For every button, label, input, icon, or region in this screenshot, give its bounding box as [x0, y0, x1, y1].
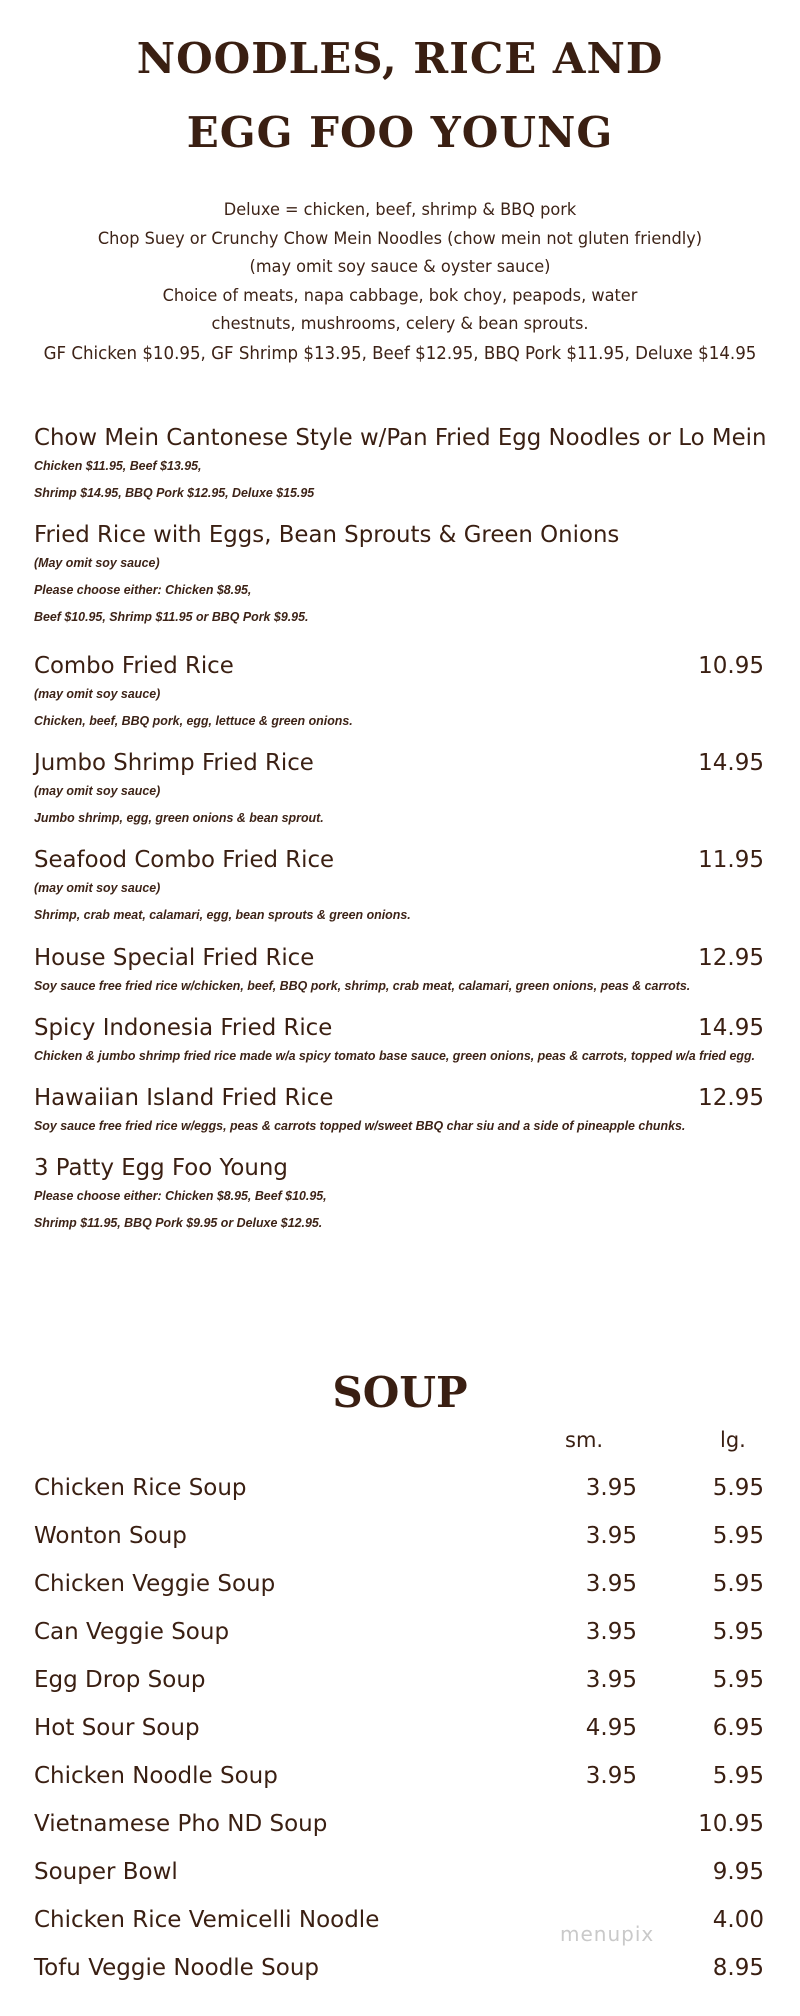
soup-row	[34, 1907, 774, 1947]
soup-col-large-header: lg.	[720, 1428, 746, 1452]
soup-price-large: 5.95	[712, 1667, 764, 1693]
menu-item	[34, 1153, 774, 1237]
watermark: menupix	[560, 1922, 655, 1946]
menu-item	[34, 1013, 774, 1070]
item-name: Fried Rice with Eggs, Bean Sprouts & Green Onions	[34, 522, 620, 548]
soup-price-small: 3.95	[585, 1475, 637, 1501]
item-name: Hawaiian Island Fried Rice	[34, 1085, 334, 1111]
item-name: Chow Mein Cantonese Style w/Pan Fried Egg Noodles or Lo Mein	[34, 425, 767, 451]
intro-block	[0, 196, 800, 368]
item-note: Jumbo shrimp, egg, green onions & bean sprout.	[34, 811, 324, 825]
soup-price-small: 3.95	[585, 1523, 637, 1549]
menu-item	[34, 651, 774, 735]
soup-name: Souper Bowl	[34, 1859, 178, 1885]
intro-line: Chop Suey or Crunchy Chow Mein Noodles (chow mein not gluten friendly)	[97, 228, 703, 249]
item-note: (may omit soy sauce)	[34, 687, 161, 701]
item-note: (May omit soy sauce)	[34, 556, 160, 570]
soup-price-large: 9.95	[712, 1859, 764, 1885]
soup-price-large: 8.95	[712, 1955, 764, 1981]
soup-name: Hot Sour Soup	[34, 1715, 200, 1741]
soup-name: Tofu Veggie Noodle Soup	[34, 1955, 319, 1981]
soup-price-large: 4.00	[712, 1907, 764, 1933]
soup-col-small-header: sm.	[565, 1428, 604, 1452]
soup-row	[34, 1619, 774, 1659]
intro-gf-prices: GF Chicken $10.95, GF Shrimp $13.95, Beef $12.95, BBQ Pork $11.95, Deluxe $14.95	[43, 343, 757, 364]
soup-row	[34, 1667, 774, 1707]
item-name: House Special Fried Rice	[34, 945, 315, 971]
soup-price-large: 5.95	[712, 1571, 764, 1597]
item-note: (may omit soy sauce)	[34, 881, 161, 895]
item-note: Soy sauce free fried rice w/chicken, beef, BBQ pork, shrimp, crab meat, calamari, green onions, peas & carrots.	[34, 979, 691, 993]
soup-price-large: 5.95	[712, 1523, 764, 1549]
menu-item	[34, 423, 774, 507]
section-title-line1: NOODLES, RICE AND	[136, 34, 664, 83]
menu-item	[34, 748, 774, 832]
soup-name: Egg Drop Soup	[34, 1667, 206, 1693]
soup-row	[34, 1763, 774, 1803]
soup-price-large: 5.95	[712, 1763, 764, 1789]
item-name: Combo Fried Rice	[34, 653, 234, 679]
soup-row	[34, 1715, 774, 1755]
menu-item	[34, 943, 774, 1000]
item-note: Beef $10.95, Shrimp $11.95 or BBQ Pork $9.95.	[34, 610, 309, 624]
item-note: Shrimp $14.95, BBQ Pork $12.95, Deluxe $15.95	[34, 486, 315, 500]
soup-price-small: 3.95	[585, 1571, 637, 1597]
item-note: Chicken $11.95, Beef $13.95,	[34, 459, 202, 473]
soup-section-title: SOUP	[332, 1368, 468, 1417]
soup-price-small: 3.95	[585, 1619, 637, 1645]
soup-price-small: 4.95	[585, 1715, 637, 1741]
item-name: 3 Patty Egg Foo Young	[34, 1155, 288, 1181]
item-name: Seafood Combo Fried Rice	[34, 847, 335, 873]
soup-price-large: 6.95	[712, 1715, 764, 1741]
item-note: Please choose either: Chicken $8.95, Beef $10.95,	[34, 1189, 327, 1203]
intro-line: Choice of meats, napa cabbage, bok choy, peapods, water	[162, 285, 638, 306]
soup-price-small: 3.95	[585, 1667, 637, 1693]
item-price: 12.95	[698, 945, 764, 971]
soup-name: Chicken Rice Vemicelli Noodle	[34, 1907, 380, 1933]
item-name: Jumbo Shrimp Fried Rice	[34, 750, 314, 776]
menu-item	[34, 845, 774, 929]
soup-name: Can Veggie Soup	[34, 1619, 230, 1645]
intro-line: Deluxe = chicken, beef, shrimp & BBQ pork	[223, 200, 577, 220]
soup-price-large: 5.95	[712, 1475, 764, 1501]
item-price: 14.95	[698, 1015, 764, 1041]
soup-name: Chicken Rice Soup	[34, 1475, 247, 1501]
item-price: 10.95	[698, 653, 764, 679]
item-note: Shrimp $11.95, BBQ Pork $9.95 or Deluxe $12.95.	[34, 1216, 323, 1230]
item-price: 14.95	[698, 750, 764, 776]
item-name: Spicy Indonesia Fried Rice	[34, 1015, 333, 1041]
item-note: Chicken, beef, BBQ pork, egg, lettuce & green onions.	[34, 714, 353, 728]
soup-name: Vietnamese Pho ND Soup	[34, 1811, 328, 1837]
menu-item	[34, 520, 774, 631]
item-note: Please choose either: Chicken $8.95,	[34, 583, 252, 597]
item-note: Soy sauce free fried rice w/eggs, peas & carrots topped w/sweet BBQ char siu and a side of pineapple chunks.	[34, 1119, 686, 1133]
soup-row	[34, 1523, 774, 1563]
section-title-line2: EGG FOO YOUNG	[186, 108, 614, 157]
item-note: Shrimp, crab meat, calamari, egg, bean sprouts & green onions.	[34, 908, 411, 922]
item-note: Chicken & jumbo shrimp fried rice made w/a spicy tomato base sauce, green onions, peas & carrots, topped w/a fried egg.	[34, 1049, 755, 1063]
soup-row	[34, 1955, 774, 1995]
soup-name: Wonton Soup	[34, 1523, 187, 1549]
menu-item	[34, 1083, 774, 1140]
soup-price-large: 10.95	[698, 1811, 764, 1837]
soup-price-small: 3.95	[585, 1763, 637, 1789]
soup-row	[34, 1475, 774, 1515]
soup-row	[34, 1811, 774, 1851]
intro-line: chestnuts, mushrooms, celery & bean sprouts.	[211, 314, 589, 334]
item-note: (may omit soy sauce)	[34, 784, 161, 798]
soup-name: Chicken Veggie Soup	[34, 1571, 276, 1597]
soup-price-large: 5.95	[712, 1619, 764, 1645]
item-price: 11.95	[698, 847, 764, 873]
soup-row	[34, 1571, 774, 1611]
intro-line: (may omit soy sauce & oyster sauce)	[249, 257, 551, 277]
item-price: 12.95	[698, 1085, 764, 1111]
soup-name: Chicken Noodle Soup	[34, 1763, 278, 1789]
soup-row	[34, 1859, 774, 1899]
